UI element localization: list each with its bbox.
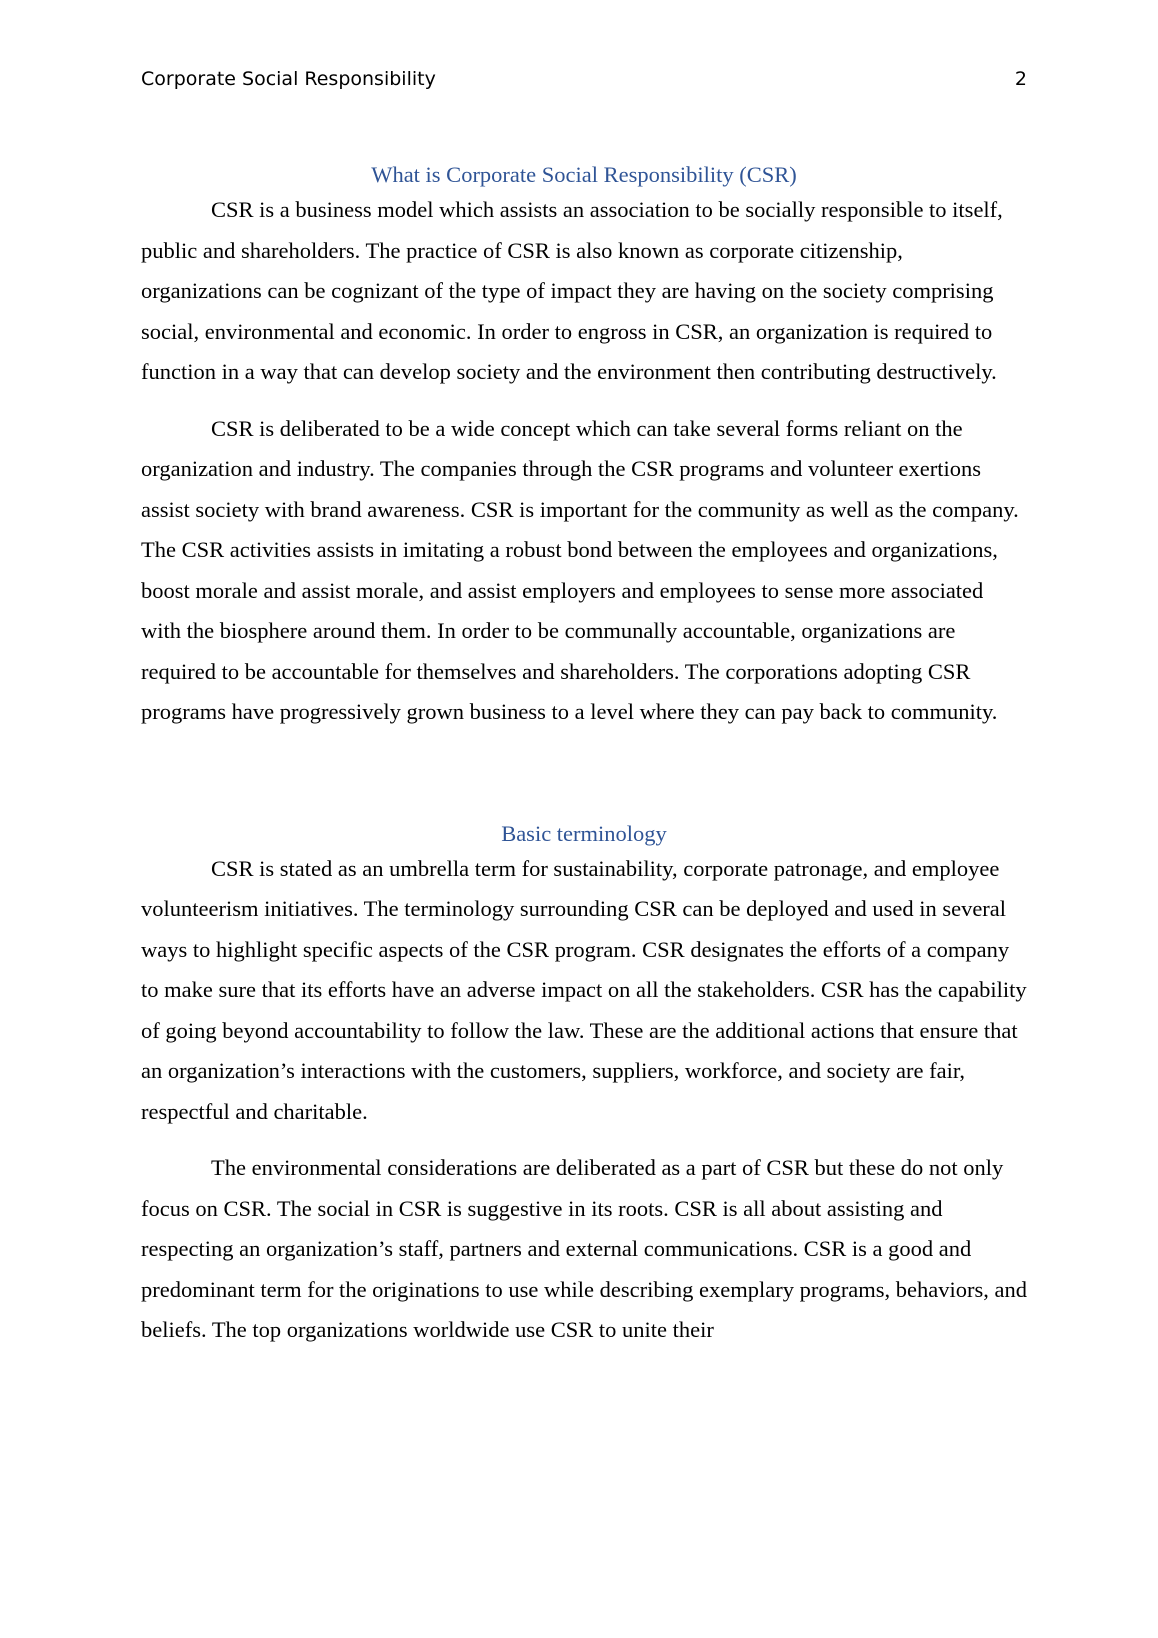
section-spacer [141,733,1027,819]
paragraph: The environmental considerations are deliberated as a part of CSR but these do not only focus on CSR. The social in CSR is suggestive in its roots. CSR is all about assisting and respecting an organization’s staff, partners and external communications. CSR is a good and predominant term for the originations to use while describing exemplary programs, behaviors, and beliefs. The top organizations worldwide use CSR to unite their [141,1155,1028,1342]
paragraph: CSR is stated as an umbrella term for sustainability, corporate patronage, and employee volunteerism initiatives. The terminology surrounding CSR can be deployed and used in several ways to highlight specific aspects of the CSR program. CSR designates the efforts of a company to make sure that its efforts have an adverse impact on all the stakeholders. CSR has the capability of going beyond accountability to follow the law. These are the additional actions that ensure that an organization’s interactions with the customers, suppliers, workforce, and society are fair, respectful and charitable. [141,855,1027,1124]
document-body [141,160,1027,1351]
paragraph: CSR is deliberated to be a wide concept which can take several forms reliant on the organization and industry. The companies through the CSR programs and volunteer exertions assist society with brand awareness. CSR is important for the community as well as the company. The CSR activities assists in imitating a robust bond between the employees and organizations, boost morale and assist morale, and assist employers and employees to sense more associated with the biosphere around them. In order to be communally accountable, organizations are required to be accountable for themselves and shareholders. The corporations adopting CSR programs have progressively grown business to a level where they can pay back to community. [141,415,1019,724]
page-number: 2 [1014,68,1027,90]
running-header [141,68,1027,98]
paragraph: CSR is a business model which assists an association to be socially responsible to itself, public and shareholders. The practice of CSR is also known as corporate citizenship, organizations can be cognizant of the type of impact they are having on the society comprising social, environmental and economic. In order to engross in CSR, an organization is required to function in a way that can develop society and the environment then contributing destructively. [141,197,1003,384]
section-heading-what-is-csr: What is Corporate Social Responsibility (CSR) [371,162,797,187]
header-title: Corporate Social Responsibility [141,68,436,90]
section-heading-basic-terminology: Basic terminology [501,820,667,846]
